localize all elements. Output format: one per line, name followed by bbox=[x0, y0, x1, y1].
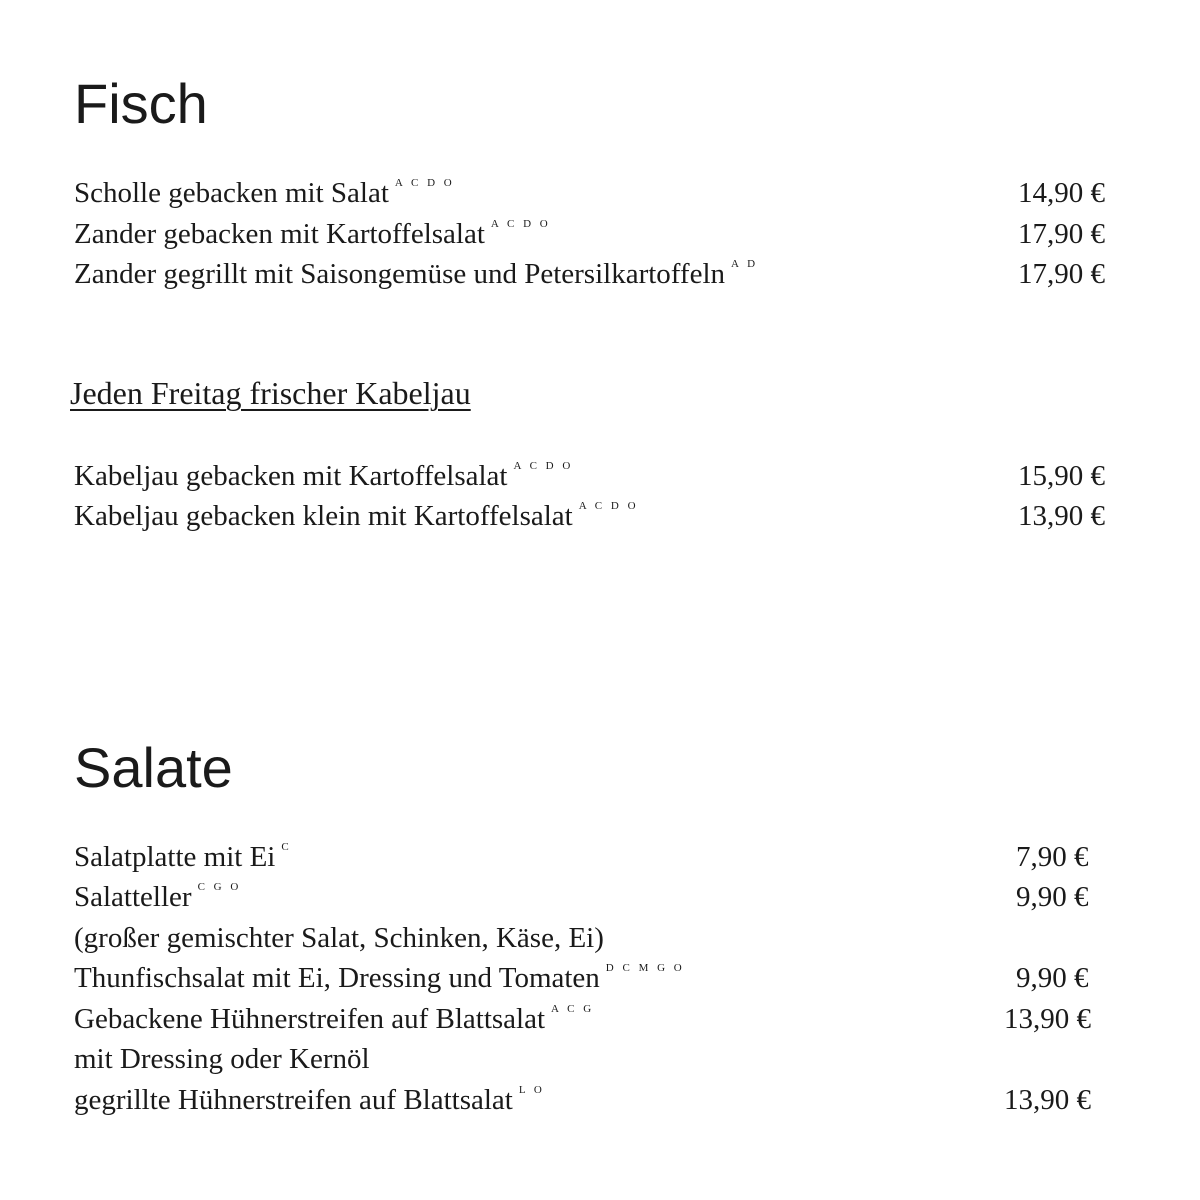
allergen-codes: D C M G O bbox=[605, 962, 685, 974]
allergen-codes: A C D O bbox=[490, 218, 551, 230]
item-name: Kabeljau gebacken klein mit Kartoffelsalat bbox=[74, 500, 573, 532]
allergen-codes: A C D O bbox=[513, 460, 574, 472]
section-title-salate: Salate bbox=[74, 736, 233, 799]
item-price: 13,90 € bbox=[1004, 1003, 1091, 1035]
item-price: 7,90 € bbox=[1016, 841, 1089, 873]
item-price: 9,90 € bbox=[1016, 962, 1089, 994]
item-name: Kabeljau gebacken mit Kartoffelsalat bbox=[74, 460, 508, 492]
section-subtitle-kabeljau: Jeden Freitag frischer Kabeljau bbox=[70, 375, 471, 411]
item-price: 17,90 € bbox=[1018, 258, 1105, 290]
item-name: gegrillte Hühnerstreifen auf Blattsalat bbox=[74, 1084, 513, 1116]
allergen-codes: A C D O bbox=[394, 177, 455, 189]
item-price: 17,90 € bbox=[1018, 218, 1105, 250]
item-name: Salatteller bbox=[74, 881, 192, 913]
menu-item bbox=[74, 456, 1114, 496]
allergen-codes: A D bbox=[731, 258, 759, 270]
item-price: 9,90 € bbox=[1016, 881, 1089, 913]
item-description bbox=[74, 918, 1114, 958]
menu-item bbox=[74, 254, 1114, 294]
allergen-codes: C bbox=[281, 841, 292, 853]
menu-item bbox=[74, 958, 1114, 998]
item-price: 13,90 € bbox=[1018, 500, 1105, 532]
allergen-codes: A C D O bbox=[578, 500, 639, 512]
section-title-fisch: Fisch bbox=[74, 72, 208, 135]
item-name: Scholle gebacken mit Salat bbox=[74, 177, 389, 209]
item-name: Zander gegrillt mit Saisongemüse und Petersilkartoffeln bbox=[74, 258, 726, 290]
item-name: Thunfischsalat mit Ei, Dressing und Tomaten bbox=[74, 962, 600, 994]
menu-item bbox=[74, 173, 1114, 213]
menu-item bbox=[74, 214, 1114, 254]
menu-item bbox=[74, 1080, 1114, 1120]
allergen-codes: A C G bbox=[551, 1003, 595, 1015]
item-description-text: mit Dressing oder Kernöl bbox=[74, 1043, 370, 1075]
item-name: Zander gebacken mit Kartoffelsalat bbox=[74, 218, 485, 250]
item-price: 15,90 € bbox=[1018, 460, 1105, 492]
menu-item bbox=[74, 877, 1114, 917]
item-description bbox=[74, 1039, 1114, 1079]
item-name: Gebackene Hühnerstreifen auf Blattsalat bbox=[74, 1003, 546, 1035]
item-price: 14,90 € bbox=[1018, 177, 1105, 209]
menu-item bbox=[74, 837, 1114, 877]
menu-item bbox=[74, 999, 1114, 1039]
allergen-codes: C G O bbox=[197, 881, 242, 893]
item-description-text: (großer gemischter Salat, Schinken, Käse, Ei) bbox=[74, 922, 604, 954]
allergen-codes: L O bbox=[518, 1084, 545, 1096]
menu-item bbox=[74, 496, 1114, 536]
item-price: 13,90 € bbox=[1004, 1084, 1091, 1116]
item-name: Salatplatte mit Ei bbox=[74, 841, 276, 873]
